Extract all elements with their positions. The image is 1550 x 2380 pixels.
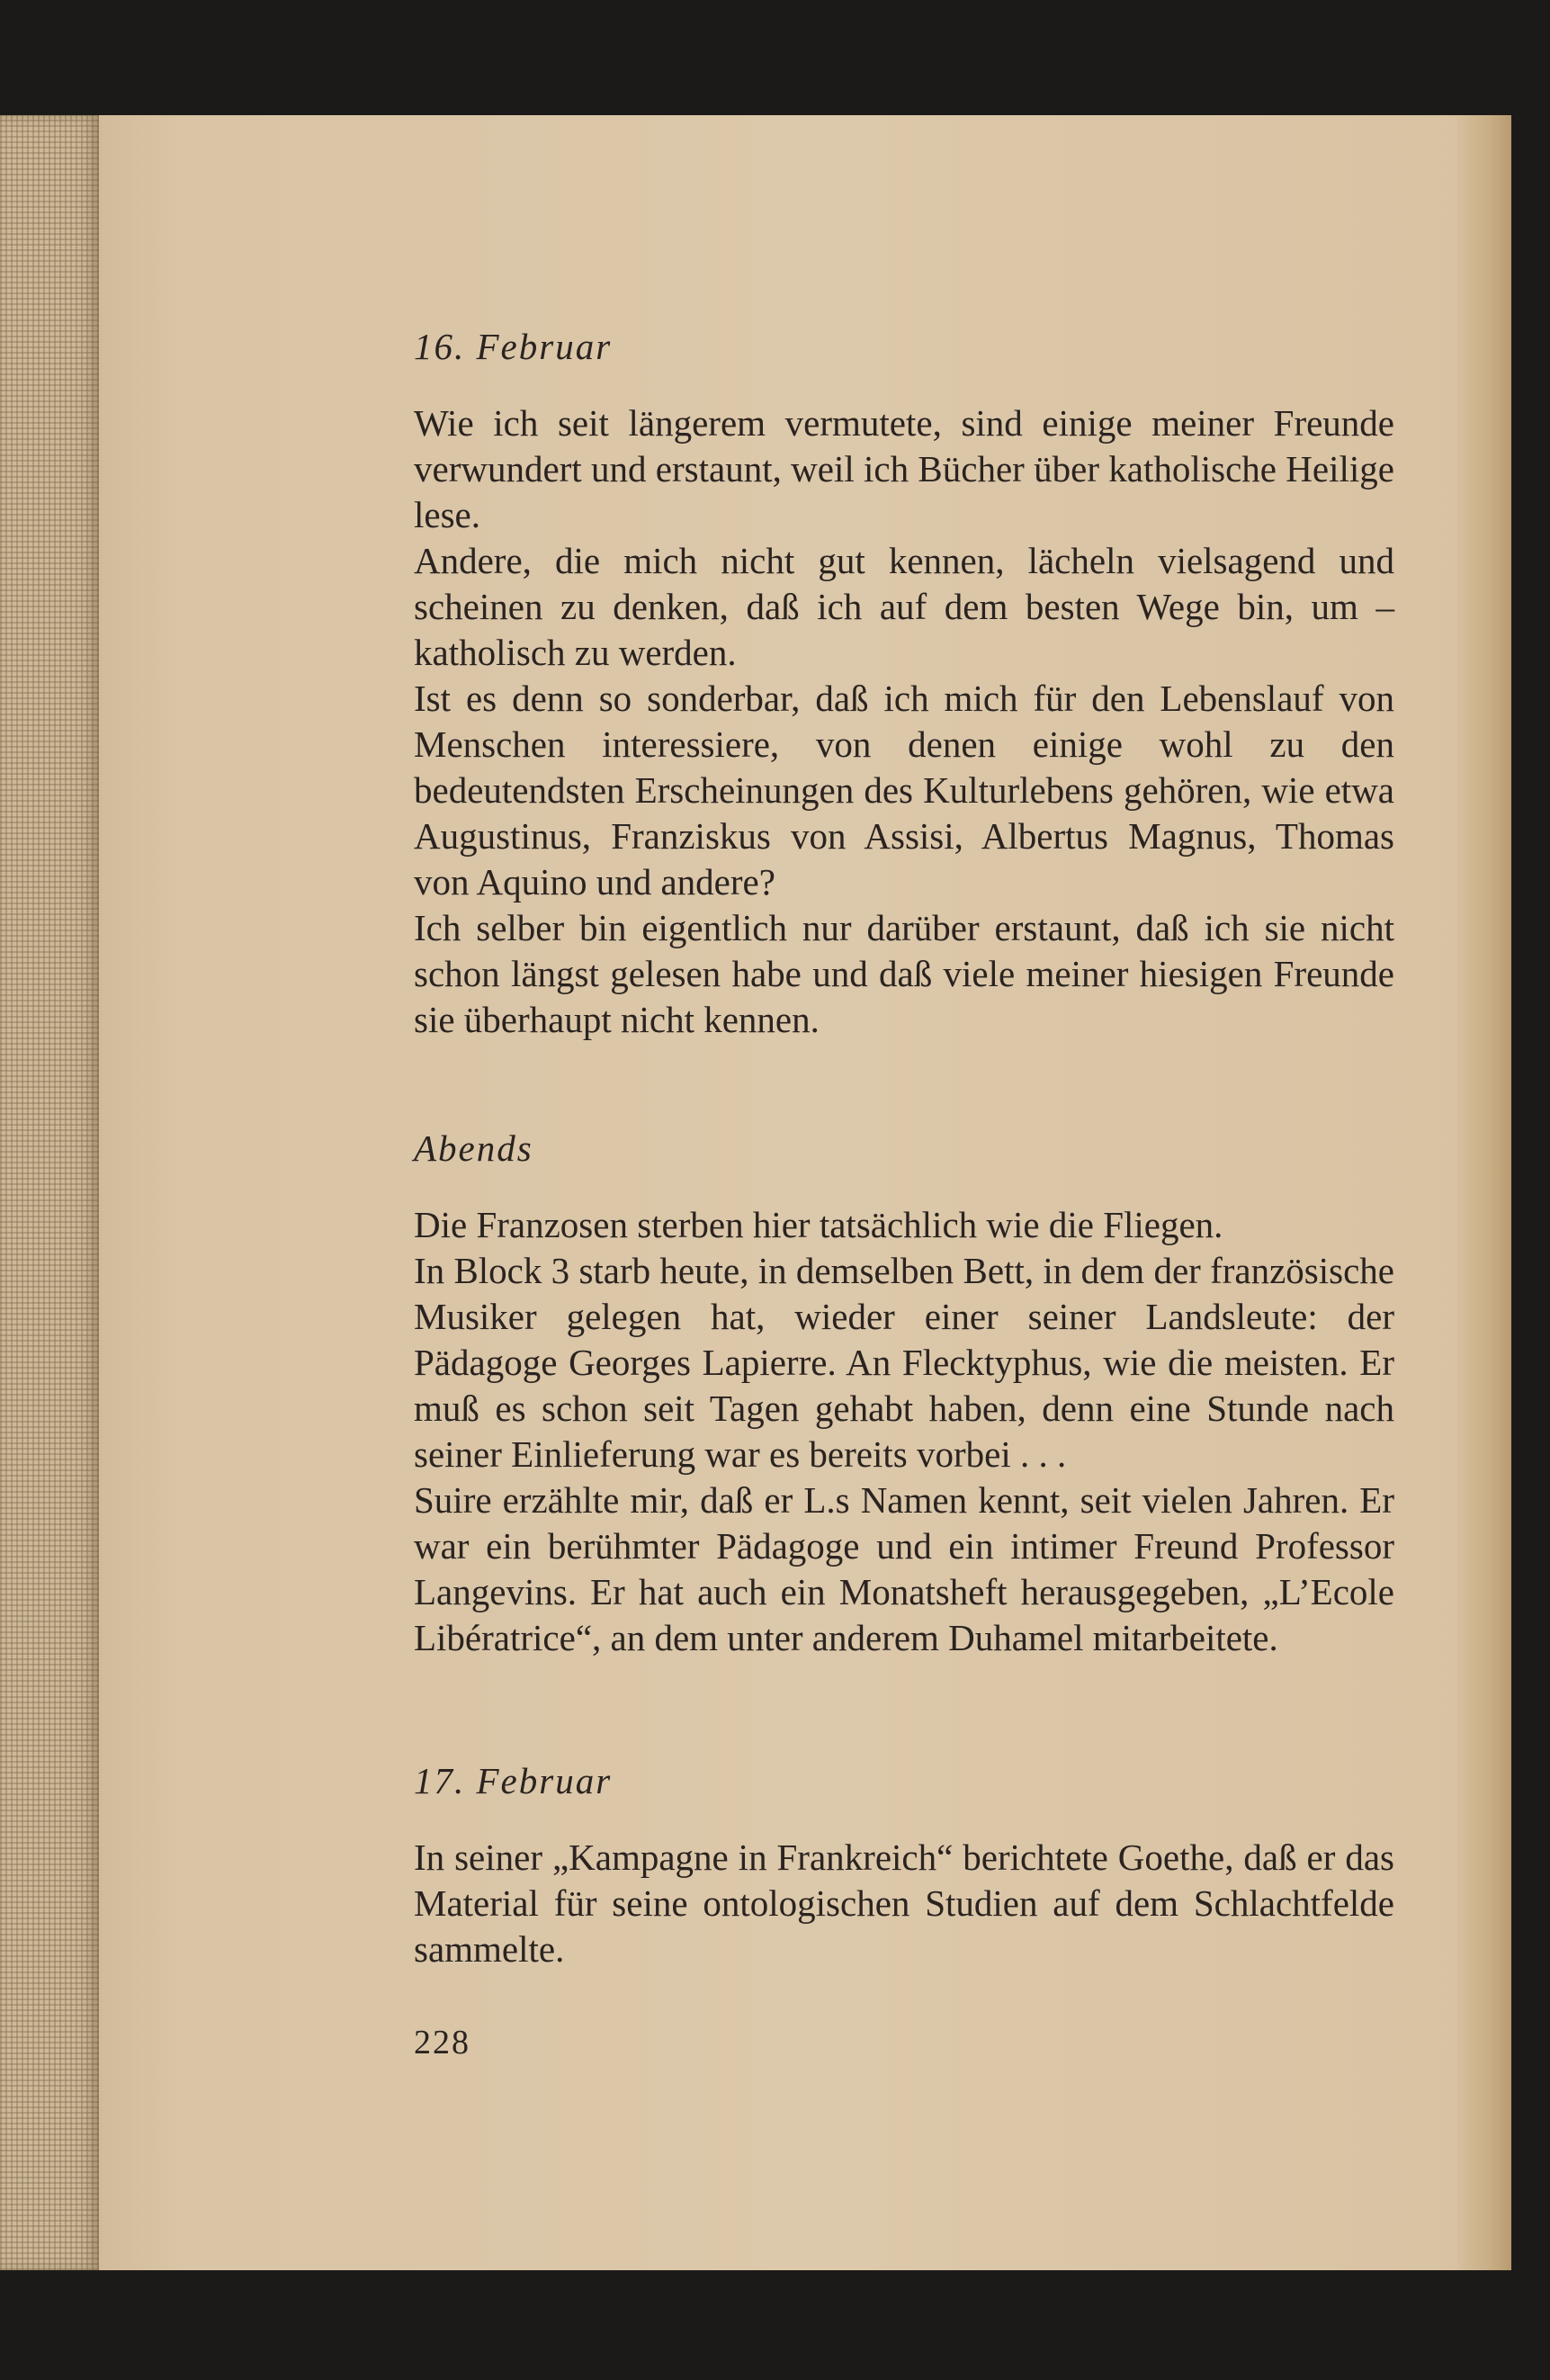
- paragraph: Ist es denn so sonderbar, daß ich mich für den Lebenslauf von Menschen interessiere, von denen einige wohl zu den bedeutendsten Erscheinungen des Kulturlebens gehören, wie etwa Augustinus, Franziskus von Assisi, Albertus Magnus, Thomas von Aquino und andere?: [414, 678, 1394, 903]
- paragraph: Ich selber bin eigentlich nur darüber erstaunt, daß ich sie nicht schon längst gelesen habe und daß viele meiner hiesigen Freunde sie überhaupt nicht kennen.: [414, 907, 1394, 1040]
- paragraph: In Block 3 starb heute, in demselben Bett, in dem der französische Musiker gelegen hat, wieder einer seiner Landsleute: der Pädagoge Georges Lapierre. An Flecktyphus, wie die meisten. Er muß es schon seit Tagen gehabt haben, denn eine Stunde nach seiner Einlieferung war es bereits vorbei . . .: [414, 1250, 1394, 1475]
- paragraph: In seiner „Kampagne in Frankreich“ berichtete Goethe, daß er das Material für seine ontologischen Studien auf dem Schlachtfelde sammelte.: [414, 1837, 1394, 1970]
- page-text: [414, 324, 1394, 1972]
- paragraph: Wie ich seit längerem vermutete, sind einige meiner Freunde verwundert und erstaunt, weil ich Bücher über katholische Heilige lese.: [414, 402, 1394, 535]
- book-spine: [0, 115, 99, 2270]
- entry-heading: Abends: [414, 1127, 533, 1169]
- entry-heading: 16. Februar: [414, 326, 613, 367]
- paragraph: Andere, die mich nicht gut kennen, lächeln vielsagend und scheinen zu denken, daß ich auf dem besten Wege bin, um – katholisch zu werden.: [414, 540, 1394, 673]
- section-gap: [414, 1043, 1394, 1126]
- paragraph: Die Franzosen sterben hier tatsächlich wie die Fliegen.: [414, 1204, 1223, 1245]
- page-number: 228: [414, 2024, 470, 2061]
- entry-heading: 17. Februar: [414, 1760, 613, 1801]
- page-edge: [1457, 115, 1511, 2270]
- paragraph: Suire erzählte mir, daß er L.s Namen kennt, seit vielen Jahren. Er war ein berühmter Pädagoge und ein intimer Freund Professor Langevins. Er hat auch ein Monatsheft herausgegeben, „L’Ecole Libératrice“, an dem unter anderem Duhamel mitarbeitete.: [414, 1479, 1394, 1658]
- section-gap: [414, 1661, 1394, 1758]
